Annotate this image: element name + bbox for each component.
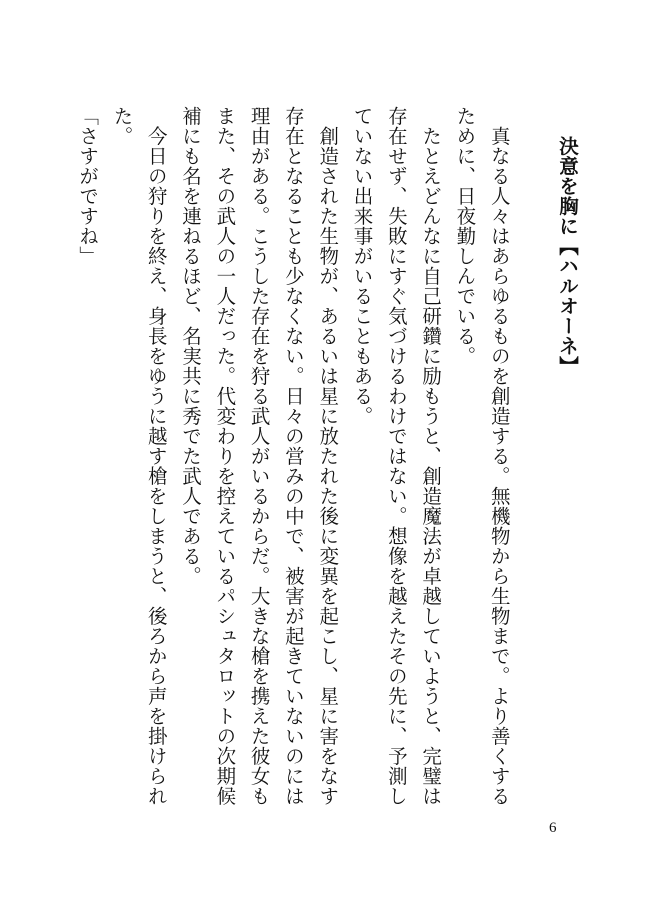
paragraph-3: 創造された生物が、あるいは星に放たれた後に変異を起こし、星に害をなす存在となることも少なくない。日々の営みの中で、被害が起きていないのには理由がある。こうした存在を狩る武人がいるからだ。大きな槍を携えた彼女もまた、その武人の一人だった。代変わりを控えているパシュタロットの次期候補にも名を連ねるほど、名実共に秀でた武人である。	[179, 106, 340, 806]
paragraph-2: たとえどんなに自己研鑽に励もうと、創造魔法が卓越していようと、完璧は存在せず、失敗にすぐ気づけるわけではない。想像を越えたその先に、予測していない出来事がいることもある。	[350, 106, 443, 806]
chapter-title: 決意を胸に【ハルオーネ】	[556, 136, 579, 376]
page-number: 6	[549, 820, 557, 836]
paragraph-4: 今日の狩りを終え、身長をゆうに越す槍をしまうと、後ろから声を掛けられた。	[110, 106, 168, 806]
dialogue-line: 「さすがですね」	[76, 106, 100, 266]
vertical-text-body	[76, 106, 584, 806]
paragraph-1: 真なる人々はあらゆるものを創造する。無機物から生物まで。より善くするために、日夜勤しんでいる。	[453, 106, 511, 806]
